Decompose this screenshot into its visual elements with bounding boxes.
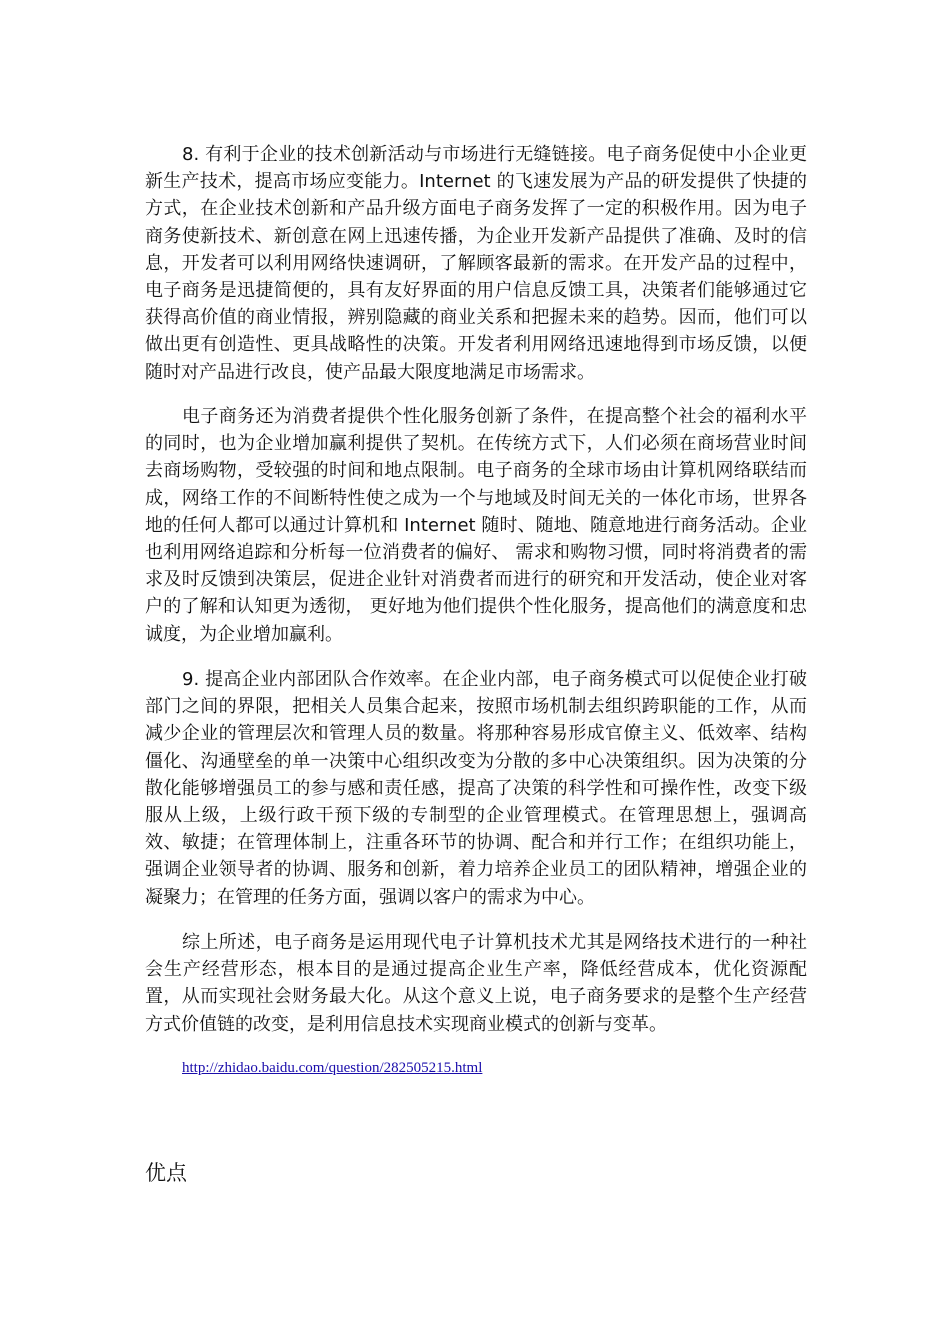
paragraph-team-efficiency: 9. 提高企业内部团队合作效率。在企业内部，电子商务模式可以促使企业打破部门之间的界限，把相关人员集合起来，按照市场机制去组织跨职能的工作，从而减少企业的管理层次和管理人员的数量。将那种容易形成官僚主义、低效率、结构僵化、沟通壁垒的单一决策中心组织改变为分散的多中心决策组织。因为决策的分散化能够增强员工的参与感和责任感，提高了决策的科学性和可操作性，改变下级服从上级，上级行政干预下级的专制型的企业管理模式。在管理思想上，强调高效、敏捷；在管理体制上，注重各环节的协调、配合和并行工作；在组织功能上，强调企业领导者的协调、服务和创新，着力培养企业员工的团队精神，增强企业的凝聚力；在管理的任务方面，强调以客户的需求为中心。 [145,669,807,908]
paragraph-summary: 综上所述，电子商务是运用现代电子计算机技术尤其是网络技术进行的一种社会生产经营形态，根本目的是通过提高企业生产率，降低经营成本，优化资源配置，从而实现社会财务最大化。从这个意义上说，电子商务要求的是整个生产经营方式价值链的改变，是利用信息技术实现商业模式的创新与变革。 [145,932,807,1035]
source-link[interactable]: http://zhidao.baidu.com/question/282505215.html [182,1060,483,1076]
paragraph-innovation: 8. 有利于企业的技术创新活动与市场进行无缝链接。电子商务促使中小企业更新生产技术，提高市场应变能力。Internet 的飞速发展为产品的研发提供了快捷的方式，在企业技术创新和产品升级方面电子商务发挥了一定的积极作用。因为电子商务使新技术、新创意在网上迅速传播，为企业开发新产品提供了准确、及时的信息，开发者可以利用网络快速调研，了解顾客最新的需求。在开发产品的过程中，电子商务是迅捷简便的，具有友好界面的用户信息反馈工具，决策者们能够通过它获得高价值的商业情报，辨别隐藏的商业关系和把握未来的趋势。因而，他们可以做出更有创造性、更具战略性的决策。开发者利用网络迅速地得到市场反馈，以便随时对产品进行改良，使产品最大限度地满足市场需求。 [145,144,807,383]
section-heading-advantages: 优点 [145,1161,187,1185]
paragraph-personalized-service: 电子商务还为消费者提供个性化服务创新了条件，在提高整个社会的福利水平的同时，也为企业增加赢利提供了契机。在传统方式下，人们必须在商场营业时间去商场购物，受较强的时间和地点限制。电子商务的全球市场由计算机网络联结而成，网络工作的不间断特性使之成为一个与地域及时间无关的一体化市场，世界各地的任何人都可以通过计算机和 Internet 随时、随地、随意地进行商务活动。企业也利用网络追踪和分析每一位消费者的偏好、 需求和购物习惯，同时将消费者的需求及时反馈到决策层，促进企业针对消费者而进行的研究和开发活动，使企业对客户的了解和认知更为透彻， 更好地为他们提供个性化服务，提高他们的满意度和忠诚度，为企业增加赢利。 [145,406,807,645]
